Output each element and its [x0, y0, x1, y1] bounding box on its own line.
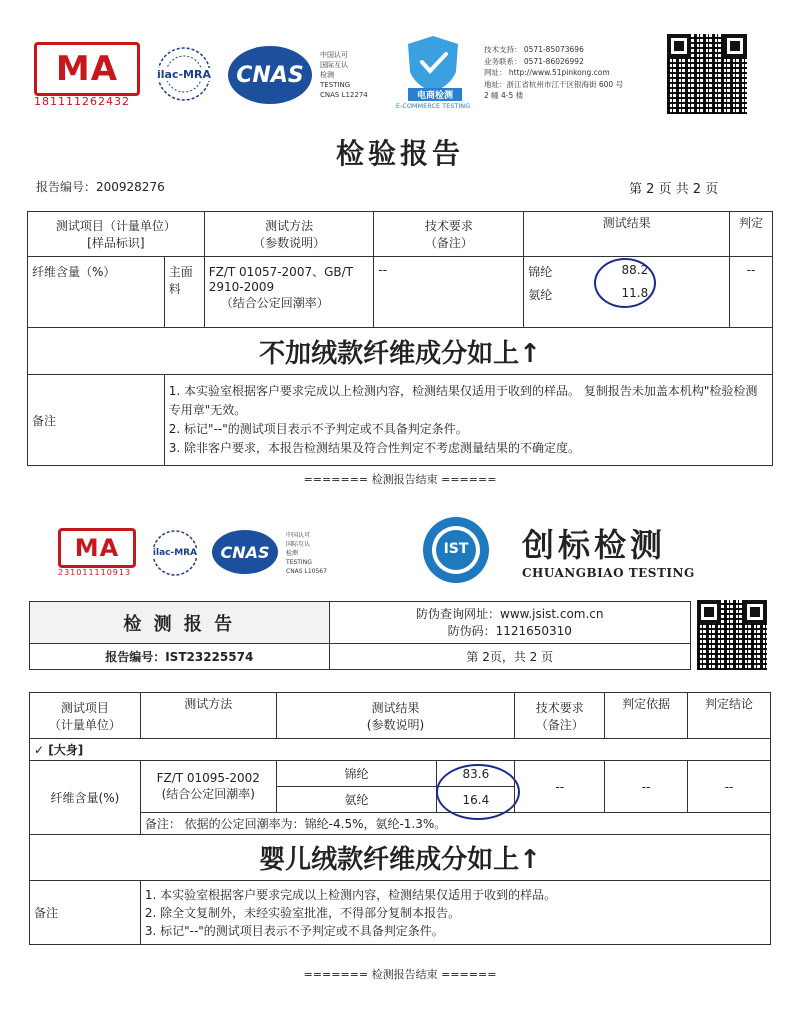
method-standard: FZ/T 01095-2002: [156, 771, 260, 785]
remark-line: 2. 除全文复制外，未经实验室批准，不得部分复制本报告。: [144, 905, 461, 920]
judgement-basis-cell: --: [605, 761, 688, 813]
cert-line: TESTING: [320, 81, 351, 89]
header-judgement: 判定: [730, 212, 773, 257]
ist-logo: [420, 514, 492, 586]
fiber-value: 83.6: [437, 761, 515, 787]
header-text: 技术要求: [535, 700, 584, 715]
method-note: （结合公定回潮率）: [220, 296, 329, 310]
accreditation-text: [320, 50, 368, 100]
page-info: 第 2页，共 2 页: [329, 644, 690, 670]
remarks-cell: [164, 375, 772, 466]
accreditation-text: [286, 531, 327, 576]
cert-line: 检测: [320, 71, 334, 79]
header-requirement: [374, 212, 524, 257]
highlight-circle: [436, 764, 520, 820]
fiber-value: 11.8: [621, 286, 649, 300]
tech-requirement-cell: --: [515, 761, 605, 813]
contact-info: [484, 44, 623, 102]
method-cell: [140, 761, 276, 813]
header-text: （参数说明）: [253, 236, 326, 250]
highlight-circle: [594, 258, 656, 308]
cert-line: 检测: [286, 550, 299, 557]
contact-line: 网址： http://www.51pinkong.com: [484, 68, 610, 77]
report-title: 检 测 报 告: [30, 602, 330, 644]
remarks-label: 备注: [30, 881, 141, 945]
cma-logo-text: MA: [74, 534, 120, 562]
header-text: 测试方法: [265, 219, 314, 233]
fiber-content-label: 纤维含量(%): [30, 761, 141, 835]
fiber-content-label: 纤维含量（%）: [28, 257, 165, 328]
cma-logo: [58, 528, 136, 568]
remark-line: 3. 除非客户要求，本报告检测结果及符合性判定不考虑测量结果的不确定度。: [168, 441, 581, 455]
header-text: （备注）: [424, 236, 473, 250]
fiber-name: 氨纶: [528, 288, 553, 302]
verification-url: 防伪查询网址：www.jsist.com.cn: [416, 606, 604, 621]
header-text: 测试结果: [371, 700, 420, 715]
remark-line: 3. 标记"--"的测试项目表示不予判定或不具备判定条件。: [144, 923, 444, 938]
cnas-logo-text: CNAS: [236, 62, 304, 88]
remark-line: 2. 标记"--"的测试项目表示不予判定或不具备判定条件。: [168, 422, 468, 436]
moisture-note: 备注： 依据的公定回潮率为：锦纶-4.5%，氨纶-1.3%。: [140, 813, 770, 835]
cert-line: 国际互认: [286, 541, 311, 548]
test-results-table: [27, 211, 773, 466]
ecommerce-sublabel: E-COMMERCE TESTING: [395, 102, 471, 110]
conclusion-cell: --: [688, 761, 771, 813]
fiber-banner: 婴儿绒款纤维成分如上↑: [30, 835, 771, 881]
method-note: (结合公定回潮率): [161, 787, 255, 801]
header-result: 测试结果: [524, 212, 730, 257]
report-end-marker: ======= 检测报告结束 ======: [303, 473, 497, 486]
remark-line: 1. 本实验室根据客户要求完成以上检测内容，检测结果仅适用于收到的样品。 复制报告未加盖本机构"检验检测专用章"无效。: [168, 384, 758, 417]
cert-line: TESTING: [286, 559, 312, 566]
section-label: ✓ [大身]: [30, 739, 771, 761]
header-text: [样品标识]: [87, 236, 145, 250]
shield-check-icon: [390, 32, 476, 94]
cma-logo: [34, 42, 140, 96]
ist-logo-text: IST: [443, 541, 469, 557]
part-label: 主面料: [164, 257, 204, 328]
verification-code: 防伪码：1121650310: [447, 623, 572, 638]
ecommerce-testing-logo: [390, 32, 476, 112]
remark-line: 1. 本实验室根据客户要求完成以上检测内容，检测结果仅适用于收到的样品。: [144, 887, 557, 902]
company-name-cn: 创标检测: [522, 526, 667, 564]
qr-code: [697, 600, 767, 670]
header-test-result: [276, 693, 515, 739]
header-text: （计量单位）: [48, 717, 121, 732]
contact-line: 2 幢 4-5 楼: [484, 91, 524, 100]
header-judgement-basis: 判定依据: [605, 693, 688, 739]
header-text: 技术要求: [424, 219, 473, 233]
header-conclusion: 判定结论: [688, 693, 771, 739]
fiber-value: 88.2: [621, 263, 649, 277]
contact-line: 技术支持： 0571-85073696: [484, 45, 584, 54]
header-tech-requirement: [515, 693, 605, 739]
cnas-logo: [228, 46, 312, 104]
requirement-cell: --: [374, 257, 524, 328]
report-end-marker: ======= 检测报告结束 ======: [303, 968, 497, 981]
report-info-table: [29, 601, 691, 670]
header-test-method: [204, 212, 374, 257]
cma-number: 181111262432: [34, 95, 130, 108]
header-test-method: 测试方法: [140, 693, 276, 739]
cma-logo-text: MA: [55, 49, 119, 89]
fiber-name: 锦纶: [528, 265, 553, 279]
header-text: （备注）: [535, 717, 584, 732]
verification-cell: [329, 602, 690, 644]
header-text: 测试项目（计量单位）: [55, 219, 176, 233]
remarks-label: 备注: [28, 375, 165, 466]
ilac-mra-text: ilac-MRA: [157, 67, 211, 81]
remarks-cell: [140, 881, 770, 945]
contact-line: 业务联系： 0571-86026992: [484, 56, 584, 66]
report-number: 报告编号：200928276: [36, 180, 165, 194]
method-standard: FZ/T 01057-2007、GB/T 2910-2009: [208, 265, 353, 294]
cert-line: 国际互认: [320, 61, 348, 69]
fiber-banner: 不加绒款纤维成分如上↑: [28, 328, 773, 375]
ilac-mra-text: ilac-MRA: [152, 548, 198, 558]
header-test-item: [28, 212, 205, 257]
cert-line: CNAS L12274: [320, 91, 368, 99]
qr-code: [667, 34, 747, 114]
cnas-logo: [212, 530, 278, 574]
test-results-table: [29, 692, 771, 945]
cma-number: 231011110913: [58, 568, 132, 577]
report-title: 检验报告: [335, 137, 464, 170]
header-test-item: [30, 693, 141, 739]
fiber-name: 氨纶: [276, 787, 437, 813]
header-text: (参数说明): [366, 717, 425, 732]
fiber-value: 16.4: [437, 787, 515, 813]
ecommerce-label: 电商检测: [408, 88, 462, 101]
contact-line: 地址：浙江省杭州市江干区银海街 600 号: [484, 79, 624, 89]
company-name-en: CHUANGBIAO TESTING: [522, 566, 695, 580]
ilac-mra-logo: [150, 44, 218, 104]
page-info: 第 2 页 共 2 页: [629, 182, 719, 197]
ilac-mra-logo: [148, 528, 202, 578]
judgement-cell: --: [730, 257, 773, 328]
fiber-name: 锦纶: [276, 761, 437, 787]
cert-line: CNAS L10567: [286, 568, 327, 575]
method-cell: [204, 257, 374, 328]
cnas-logo-text: CNAS: [220, 542, 270, 562]
cert-line: 中国认可: [320, 51, 348, 59]
cert-line: 中国认可: [286, 532, 311, 539]
header-text: 测试项目: [60, 700, 109, 715]
report-number: 报告编号：IST23225574: [30, 644, 330, 670]
